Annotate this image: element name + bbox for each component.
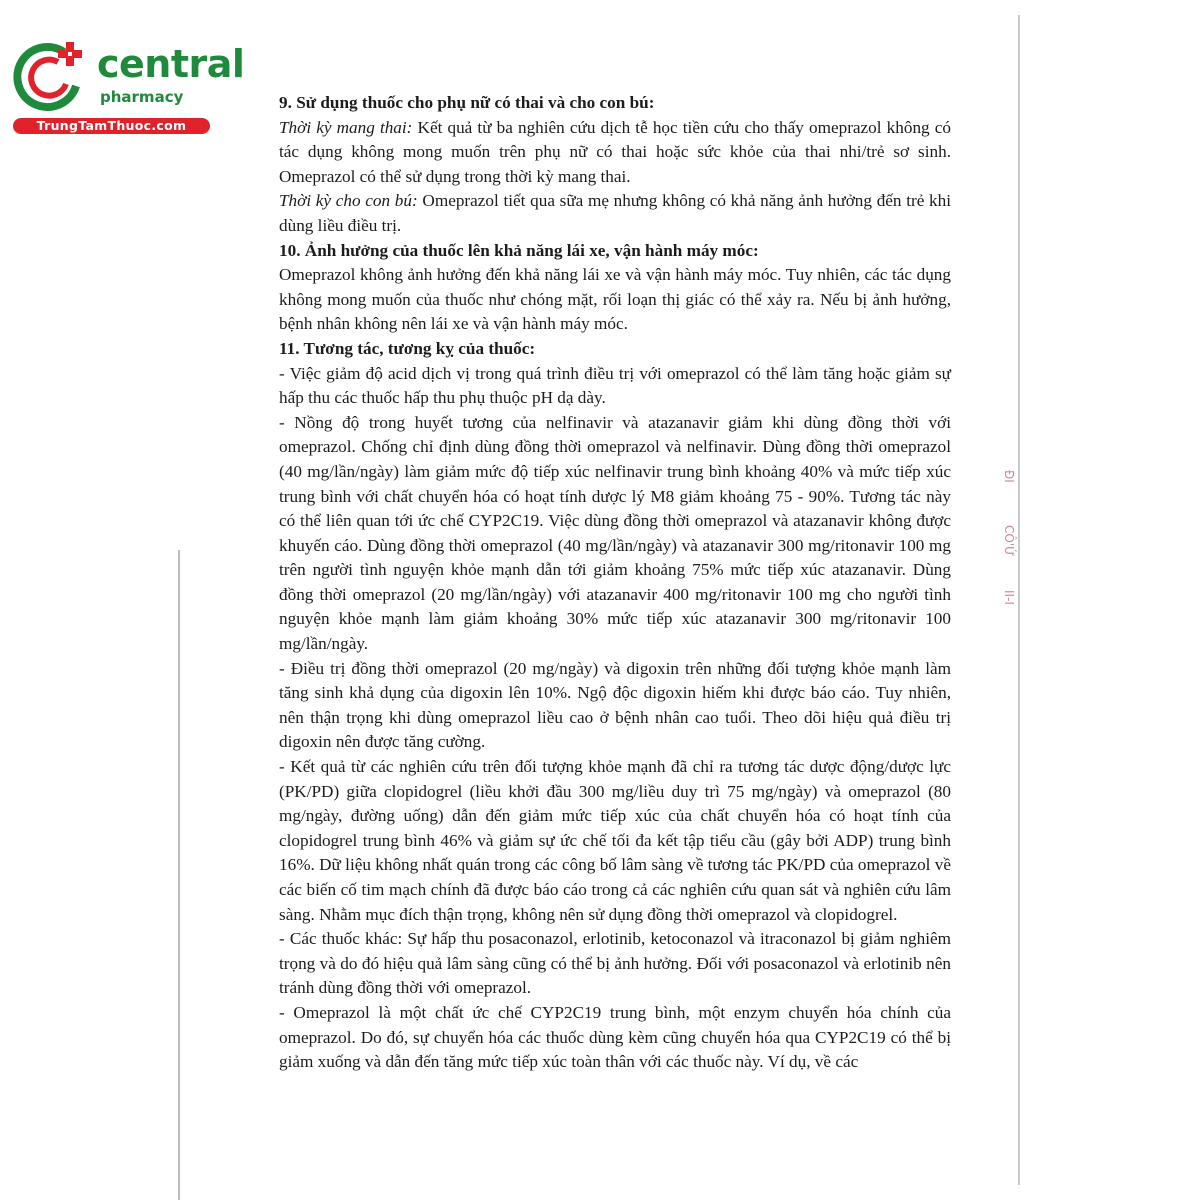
paragraph: Omeprazol không ảnh hưởng đến khả năng lái xe và vận hành máy móc. Tuy nhiên, các tác dụng không mong muốn của thuốc như chóng mặt, rối loạn thị giác có thể xảy ra. Nếu bị ảnh hưởng, bệnh nhân không nên lái xe và vận hành máy móc. (279, 265, 951, 334)
paragraph: Thời kỳ mang thai: Kết quả từ ba nghiên cứu dịch tễ học tiền cứu cho thấy omeprazol không có tác dụng không mong muốn trên phụ nữ có thai hoặc sức khỏe của thai nhi/trẻ sơ sinh. Omeprazol có thể sử dụng trong thời kỳ mang thai. (279, 117, 951, 186)
section-interactions (279, 337, 951, 1075)
paragraph: - Điều trị đồng thời omeprazol (20 mg/ngày) và digoxin trên những đối tượng khỏe mạnh làm tăng sinh khả dụng của digoxin lên 10%. Ngộ độc digoxin hiếm khi được báo cáo. Tuy nhiên, nên thận trọng khi dùng omeprazol liều cao ở bệnh nhân cao tuổi. Theo dõi hiệu quả điều trị digoxin nên được tăng cường. (279, 658, 951, 752)
section-heading: 10. Ảnh hưởng của thuốc lên khả năng lái xe, vận hành máy móc: (279, 240, 759, 260)
paragraph: - Kết quả từ các nghiên cứu trên đối tượng khỏe mạnh đã chỉ ra tương tác dược động/dược lực (PK/PD) giữa clopidogrel (liều khởi đầu 300 mg/liều duy trì 75 mg/ngày) và omeprazol (80 mg/ngày, đường uống) dẫn đến giảm mức tiếp xúc của chất chuyển hóa có hoạt tính của clopidogrel trung bình 46% và giảm sự ức chế tối đa kết tập tiểu cầu (gây bởi ADP) trung bình 16%. Dữ liệu không nhất quán trong các công bố lâm sàng về tương tác PK/PD của omeprazol về các biến cố tim mạch chính đã được báo cáo trong cả các nghiên cứu quan sát và nghiên cứu lâm sàng. Nhằm mục đích thận trọng, không nên sử dụng đồng thời omeprazol và clopidogrel. (279, 757, 951, 924)
margin-mark: II-I (1002, 590, 1016, 605)
logo-website-link[interactable]: TrungTamThuoc.com (13, 118, 210, 134)
paragraph: - Việc giảm độ acid dịch vị trong quá trình điều trị với omeprazol có thể làm tăng hoặc giảm sự hấp thu các thuốc hấp thu phụ thuộc pH dạ dày. (279, 363, 951, 408)
pharmacy-logo (10, 38, 245, 138)
paragraph: - Các thuốc khác: Sự hấp thu posaconazol, erlotinib, ketoconazol và itraconazol bị giảm nghiêm trọng và do đó hiệu quả lâm sàng cũng có thể bị ảnh hưởng. Đối với posaconazol và erlotinib nên tránh dùng đồng thời với omeprazol. (279, 929, 951, 998)
section-heading: 11. Tương tác, tương kỵ của thuốc: (279, 338, 536, 358)
paragraph-label: Thời kỳ mang thai: (279, 117, 413, 137)
section-pregnancy (279, 91, 951, 239)
page-edge-left (178, 550, 180, 1200)
section-heading: 9. Sử dụng thuốc cho phụ nữ có thai và cho con bú: (279, 93, 655, 112)
margin-mark: ĐI (1002, 470, 1016, 483)
pharmacy-cross-logo-icon (12, 38, 92, 118)
logo-subtitle: pharmacy (100, 88, 184, 106)
paragraph: Thời kỳ cho con bú: Omeprazol tiết qua sữa mẹ nhưng không có khả năng ảnh hưởng đến trẻ khi dùng liều điều trị. (279, 191, 951, 235)
paragraph-label: Thời kỳ cho con bú: (279, 191, 418, 211)
paragraph: - Nồng độ trong huyết tương của nelfinavir và atazanavir giảm khi dùng đồng thời với omeprazol. Chống chỉ định dùng đồng thời omeprazol và nelfinavir. Dùng đồng thời omeprazol (40 mg/lần/ngày) làm giảm mức độ tiếp xúc nelfinavir trung bình khoảng 40% và mức tiếp xúc trung bình với chất chuyển hóa có hoạt tính dược lý M8 giảm khoảng 75 - 90%. Tương tác này có thể liên quan tới ức chế CYP2C19. Việc dùng đồng thời omeprazol và atazanavir không được khuyến cáo. Dùng đồng thời omeprazol (40 mg/lần/ngày) và atazanavir 300 mg/ritonavir 100 mg trên người tình nguyện khỏe mạnh dẫn tới giảm khoảng 75% mức tiếp xúc atazanavir. Dùng đồng thời omeprazol (20 mg/lần/ngày) với atazanavir 400 mg/ritonavir 100 mg cho người tình nguyện khỏe mạnh làm giảm khoảng 30% mức tiếp xúc atazanavir 300 mg/ritonavir 100 mg/lần/ngày. (279, 412, 951, 654)
margin-stamp (1002, 470, 1040, 620)
logo-brand: central (97, 42, 245, 86)
section-driving (279, 239, 951, 337)
margin-mark: CÔ'Ứ (1002, 525, 1016, 557)
paragraph: - Omeprazol là một chất ức chế CYP2C19 trung bình, một enzym chuyển hóa chính của omeprazol. Do đó, sự chuyển hóa các thuốc dùng kèm cũng chuyển hóa qua CYP2C19 có thể bị giảm xuống và dẫn đến tăng mức tiếp xúc toàn thân với các thuốc này. Ví dụ, về các (279, 1002, 951, 1072)
document-page (279, 91, 951, 1075)
